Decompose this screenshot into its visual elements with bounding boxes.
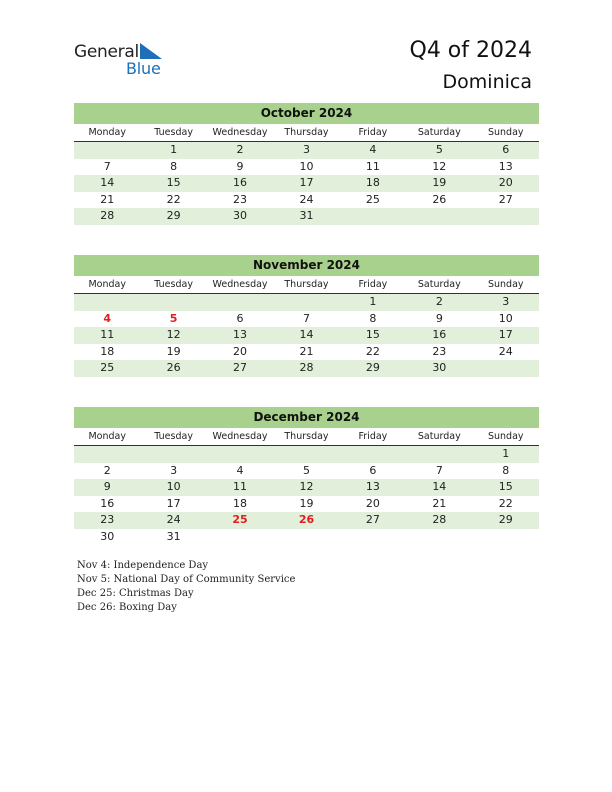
day-cell: 9 (435, 311, 443, 325)
day-cell: 25 (100, 361, 115, 374)
day-cell: 24 (299, 192, 314, 206)
day-cell: 27 (233, 361, 248, 374)
day-cell: 19 (432, 176, 447, 189)
day-cell: 18 (233, 496, 248, 510)
holiday-note: Nov 5: National Day of Community Service (77, 574, 296, 585)
day-cell: 14 (432, 480, 447, 493)
day-cell: 11 (100, 328, 115, 341)
day-cell: 24 (498, 344, 513, 358)
day-cell: 30 (233, 209, 248, 222)
holiday-note: Nov 4: Independence Day (77, 560, 209, 571)
day-cell: 11 (233, 480, 248, 493)
day-cell: 31 (299, 209, 314, 222)
day-cell (207, 529, 273, 546)
holiday-note: Dec 26: Boxing Day (77, 602, 177, 613)
day-cell: 28 (299, 361, 314, 374)
day-cell: 26 (298, 513, 315, 526)
day-cell: 19 (299, 496, 314, 510)
day-cell: 20 (365, 496, 380, 510)
holiday-note: Dec 25: Christmas Day (77, 588, 194, 599)
day-cell: 2 (435, 295, 443, 308)
day-cell: 1 (369, 295, 377, 308)
week-row (74, 446, 539, 463)
day-cell: 22 (365, 344, 380, 358)
week-row (74, 142, 539, 159)
month-title: December 2024 (74, 407, 539, 428)
weekday-header-row (74, 124, 539, 142)
weekday-label: Friday (358, 127, 388, 138)
month-calendar (74, 407, 539, 545)
day-cell: 21 (432, 496, 447, 510)
weekday-header-row (74, 276, 539, 294)
week-row (74, 529, 539, 546)
day-cell: 3 (502, 295, 510, 308)
week-row (74, 327, 539, 344)
day-cell (340, 529, 406, 546)
day-cell: 20 (498, 176, 513, 189)
day-cell: 7 (435, 463, 443, 477)
day-cell: 8 (170, 159, 178, 173)
day-cell: 29 (365, 361, 380, 374)
day-cell: 9 (103, 480, 111, 493)
weekday-label: Tuesday (154, 279, 193, 290)
day-cell: 22 (166, 192, 181, 206)
logo-general-text: General (74, 42, 139, 62)
day-cell: 17 (299, 176, 314, 189)
day-cell: 29 (166, 209, 181, 222)
weekday-label: Tuesday (154, 431, 193, 442)
day-cell: 19 (166, 344, 181, 358)
month-title: October 2024 (74, 103, 539, 124)
weekday-label: Sunday (487, 127, 524, 138)
day-cell: 8 (502, 463, 510, 477)
day-cell: 23 (432, 344, 447, 358)
day-cell: 18 (365, 176, 380, 189)
day-cell: 16 (233, 176, 248, 189)
day-cell: 17 (166, 496, 181, 510)
day-cell (140, 446, 206, 463)
day-cell (207, 294, 273, 311)
day-cell (273, 294, 339, 311)
weekday-label: Monday (88, 431, 126, 442)
day-cell (473, 529, 539, 546)
day-cell: 27 (498, 192, 513, 206)
weekday-label: Wednesday (212, 127, 268, 138)
day-cell: 10 (166, 480, 181, 493)
day-cell: 1 (170, 143, 178, 156)
day-cell (473, 208, 539, 225)
day-cell: 26 (432, 192, 447, 206)
week-row (74, 175, 539, 192)
day-cell: 15 (166, 176, 181, 189)
week-row (74, 496, 539, 513)
week-row (74, 311, 539, 328)
weekday-label: Thursday (284, 127, 329, 138)
day-cell (406, 208, 472, 225)
weekday-label: Wednesday (212, 279, 268, 290)
logo (74, 40, 174, 80)
day-cell: 3 (302, 143, 310, 156)
day-cell: 16 (432, 328, 447, 341)
weekday-label: Monday (88, 127, 126, 138)
weekday-label: Sunday (487, 431, 524, 442)
weekday-label: Sunday (487, 279, 524, 290)
week-row (74, 512, 539, 529)
day-cell (340, 208, 406, 225)
day-cell (273, 446, 339, 463)
weekday-label: Tuesday (154, 127, 193, 138)
day-cell: 3 (170, 463, 178, 477)
day-cell: 25 (365, 192, 380, 206)
week-row (74, 360, 539, 377)
day-cell: 26 (166, 361, 181, 374)
day-cell: 23 (100, 513, 115, 526)
day-cell (207, 446, 273, 463)
day-cell: 25 (232, 513, 248, 526)
weekday-label: Saturday (417, 127, 461, 138)
week-row (74, 344, 539, 361)
day-cell: 2 (236, 143, 244, 156)
weekday-header-row (74, 428, 539, 446)
day-cell: 13 (233, 328, 248, 341)
day-cell: 22 (498, 496, 513, 510)
day-cell: 16 (100, 496, 115, 510)
week-row (74, 159, 539, 176)
day-cell: 4 (236, 463, 244, 477)
day-cell (74, 294, 140, 311)
day-cell: 13 (365, 480, 380, 493)
day-cell: 28 (100, 209, 115, 222)
day-cell: 23 (233, 192, 248, 206)
day-cell: 5 (169, 311, 178, 325)
weekday-label: Saturday (417, 279, 461, 290)
week-row (74, 208, 539, 225)
day-cell: 12 (432, 159, 447, 173)
day-cell: 2 (103, 463, 111, 477)
day-cell: 6 (236, 311, 244, 325)
day-cell: 17 (498, 328, 513, 341)
day-cell: 4 (369, 143, 377, 156)
day-cell (74, 142, 140, 159)
day-cell: 7 (302, 311, 310, 325)
day-cell (74, 446, 140, 463)
day-cell: 12 (166, 328, 181, 341)
day-cell: 14 (299, 328, 314, 341)
day-cell (273, 529, 339, 546)
weekday-label: Thursday (284, 431, 329, 442)
day-cell: 15 (365, 328, 380, 341)
day-cell: 30 (432, 361, 447, 374)
month-title: November 2024 (74, 255, 539, 276)
day-cell: 21 (100, 192, 115, 206)
day-cell (473, 360, 539, 377)
weekday-label: Friday (358, 431, 388, 442)
day-cell (406, 446, 472, 463)
month-calendar (74, 103, 539, 225)
day-cell: 28 (432, 513, 447, 526)
day-cell: 30 (100, 529, 115, 543)
week-row (74, 294, 539, 311)
day-cell: 11 (365, 159, 380, 173)
weekday-label: Saturday (417, 431, 461, 442)
weekday-label: Friday (358, 279, 388, 290)
day-cell: 12 (299, 480, 314, 493)
day-cell: 20 (233, 344, 248, 358)
week-row (74, 479, 539, 496)
day-cell: 4 (103, 311, 112, 325)
weekday-label: Monday (88, 279, 126, 290)
weekday-label: Thursday (284, 279, 329, 290)
day-cell: 15 (498, 480, 513, 493)
day-cell: 29 (498, 513, 513, 526)
month-calendar (74, 255, 539, 377)
day-cell (340, 446, 406, 463)
day-cell: 31 (166, 529, 181, 543)
week-row (74, 192, 539, 209)
day-cell: 5 (435, 143, 443, 156)
day-cell (406, 529, 472, 546)
week-row (74, 463, 539, 480)
day-cell: 9 (236, 159, 244, 173)
day-cell: 5 (302, 463, 310, 477)
day-cell: 10 (498, 311, 513, 325)
day-cell: 8 (369, 311, 377, 325)
day-cell: 21 (299, 344, 314, 358)
day-cell: 10 (299, 159, 314, 173)
day-cell: 24 (166, 513, 181, 526)
day-cell: 27 (365, 513, 380, 526)
page-title: Q4 of 2024 (409, 38, 532, 63)
day-cell: 14 (100, 176, 115, 189)
day-cell: 18 (100, 344, 115, 358)
day-cell (140, 294, 206, 311)
day-cell: 6 (502, 143, 510, 156)
day-cell: 6 (369, 463, 377, 477)
country-name: Dominica (442, 71, 532, 93)
logo-flag-icon (140, 43, 162, 59)
day-cell: 7 (103, 159, 111, 173)
day-cell: 13 (498, 159, 513, 173)
logo-blue-text: Blue (126, 59, 161, 78)
day-cell: 1 (502, 447, 510, 460)
holiday-notes (77, 559, 295, 615)
weekday-label: Wednesday (212, 431, 268, 442)
